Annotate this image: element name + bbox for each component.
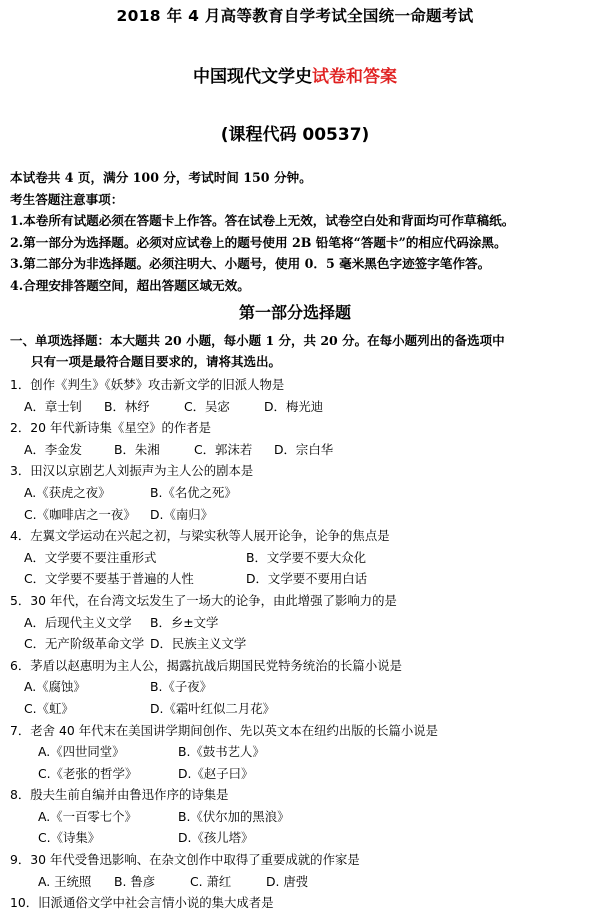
option-b: D.《霜叶红似二月花》 — [150, 700, 275, 716]
instruction-line: 只有一项是最符合题目要求的，请将其选出。 — [31, 354, 282, 369]
question-stem: 4．左翼文学运动在兴起之初，与梁实秋等人展开论争，论争的焦点是 — [10, 528, 390, 544]
question-stem: 3．田汉以京剧艺人刘振声为主人公的剧本是 — [10, 463, 254, 479]
question-stem: 10．旧派通俗文学中社会言情小说的集大成者是 — [10, 895, 274, 911]
option-row — [10, 676, 588, 698]
option-row — [10, 763, 588, 785]
option-row — [10, 612, 588, 634]
notice-line: 4.合理安排答题空间，超出答题区域无效。 — [10, 277, 250, 293]
option-b: B.《子夜》 — [150, 679, 213, 695]
section-title: 第一部分选择题 — [238, 303, 351, 322]
option-d: D. 唐弢 — [266, 873, 309, 889]
option-b: D.《赵子曰》 — [178, 765, 254, 781]
option-d: D．梅光迪 — [264, 398, 324, 414]
notice-line: 2.第一部分为选择题。必须对应试卷上的题号使用 2B 铅笔将“答题卡”的相应代码涂黑。 — [10, 234, 507, 250]
notice-line: 1.本卷所有试题必须在答题卡上作答。答在试卷上无效，试卷空白处和背面均可作草稿纸。 — [10, 213, 515, 228]
option-row — [10, 482, 588, 504]
question-list — [10, 374, 588, 914]
option-row — [10, 806, 588, 828]
option-row — [10, 698, 588, 720]
option-b: B．文学要不要大众化 — [246, 549, 367, 565]
option-a: A．后现代主义文学 — [24, 614, 132, 630]
instruction-line: 一、单项选择题：本大题共 20 小题，每小题 1 分，共 20 分。在每小题列出的备选项中 — [10, 333, 505, 348]
option-row — [10, 741, 588, 763]
option-b: B．朱湘 — [114, 441, 160, 457]
option-a: A.《获虎之夜》 — [24, 484, 111, 500]
option-row — [10, 439, 588, 461]
subject-name: 中国现代文学史 — [193, 67, 312, 87]
option-row — [10, 547, 588, 569]
option-a: A.《四世同堂》 — [38, 744, 125, 760]
question-stem: 9．30 年代受鲁迅影响、在杂文创作中取得了重要成就的作家是 — [10, 852, 360, 868]
paper-type-label: 试卷和答案 — [312, 67, 397, 87]
option-a: C.《咖啡店之一夜》 — [24, 506, 136, 522]
option-a: C.《虹》 — [24, 700, 74, 716]
option-a: A．文学要不要注重形式 — [24, 549, 157, 565]
exam-title: 2018 年 4 月高等教育自学考试全国统一命题考试 — [116, 7, 474, 25]
option-a: C.《老张的哲学》 — [38, 765, 138, 781]
question-stem: 8．殷夫生前自编并由鲁迅作序的诗集是 — [10, 787, 229, 803]
option-a: C．无产阶级革命文学 — [24, 636, 145, 652]
option-b: B．林纾 — [104, 398, 150, 414]
option-c: C. 萧红 — [190, 873, 232, 889]
option-row — [10, 568, 588, 590]
option-row — [10, 633, 588, 655]
option-row — [10, 504, 588, 526]
option-b: B.《鼓书艺人》 — [178, 744, 265, 760]
option-d: D．宗白华 — [274, 441, 334, 457]
question-stem: 2．20 年代新诗集《星空》的作者是 — [10, 420, 212, 436]
option-c: C．吴宓 — [184, 398, 230, 414]
question-stem: 5．30 年代，在台湾文坛发生了一场大的论争，由此增强了影响力的是 — [10, 592, 397, 608]
option-a: C.《诗集》 — [38, 830, 101, 846]
option-row — [10, 396, 588, 418]
notice-line: 考生答题注意事项： — [10, 191, 124, 207]
exam-notice — [10, 167, 585, 296]
question-stem: 6．茅盾以赵惠明为主人公，揭露抗战后期国民党特务统治的长篇小说是 — [10, 657, 402, 673]
option-b: D.《孩儿塔》 — [178, 830, 254, 846]
option-c: C．郭沫若 — [194, 441, 253, 457]
notice-line: 3.第二部分为非选择题。必须注明大、小题号，使用 0．5 毫米黑色字迹签字笔作答。 — [10, 256, 491, 271]
section-instruction — [10, 330, 588, 372]
option-b: D．民族主义文学 — [150, 636, 247, 652]
course-code: (课程代码 00537) — [220, 125, 370, 145]
option-b: D.《南归》 — [150, 506, 214, 522]
question-stem: 1．创作《判生》《妖梦》攻击新文学的旧派人物是 — [10, 377, 285, 392]
option-a: A．李金发 — [24, 441, 83, 457]
option-a: A.《腐蚀》 — [24, 679, 86, 695]
option-b: D．文学要不要用白话 — [246, 571, 368, 587]
option-row — [10, 827, 588, 849]
option-a: A. 王统照 — [38, 873, 92, 889]
question-stem: 7．老舍 40 年代末在美国讲学期间创作、先以英文本在纽约出版的长篇小说是 — [10, 722, 439, 738]
option-b: B.《名优之死》 — [150, 484, 237, 500]
option-b: B. 鲁彦 — [114, 873, 156, 889]
option-a: C．文学要不要基于普遍的人性 — [24, 571, 194, 587]
option-a: A．章士钊 — [24, 398, 83, 414]
option-b: B．乡±文学 — [150, 614, 219, 630]
option-row — [10, 871, 588, 893]
paper-subtitle — [0, 62, 590, 87]
option-a: A.《一百零七个》 — [38, 808, 137, 824]
notice-line: 本试卷共 4 页，满分 100 分，考试时间 150 分钟。 — [10, 170, 312, 185]
option-b: B.《伏尔加的黑浪》 — [178, 808, 290, 824]
